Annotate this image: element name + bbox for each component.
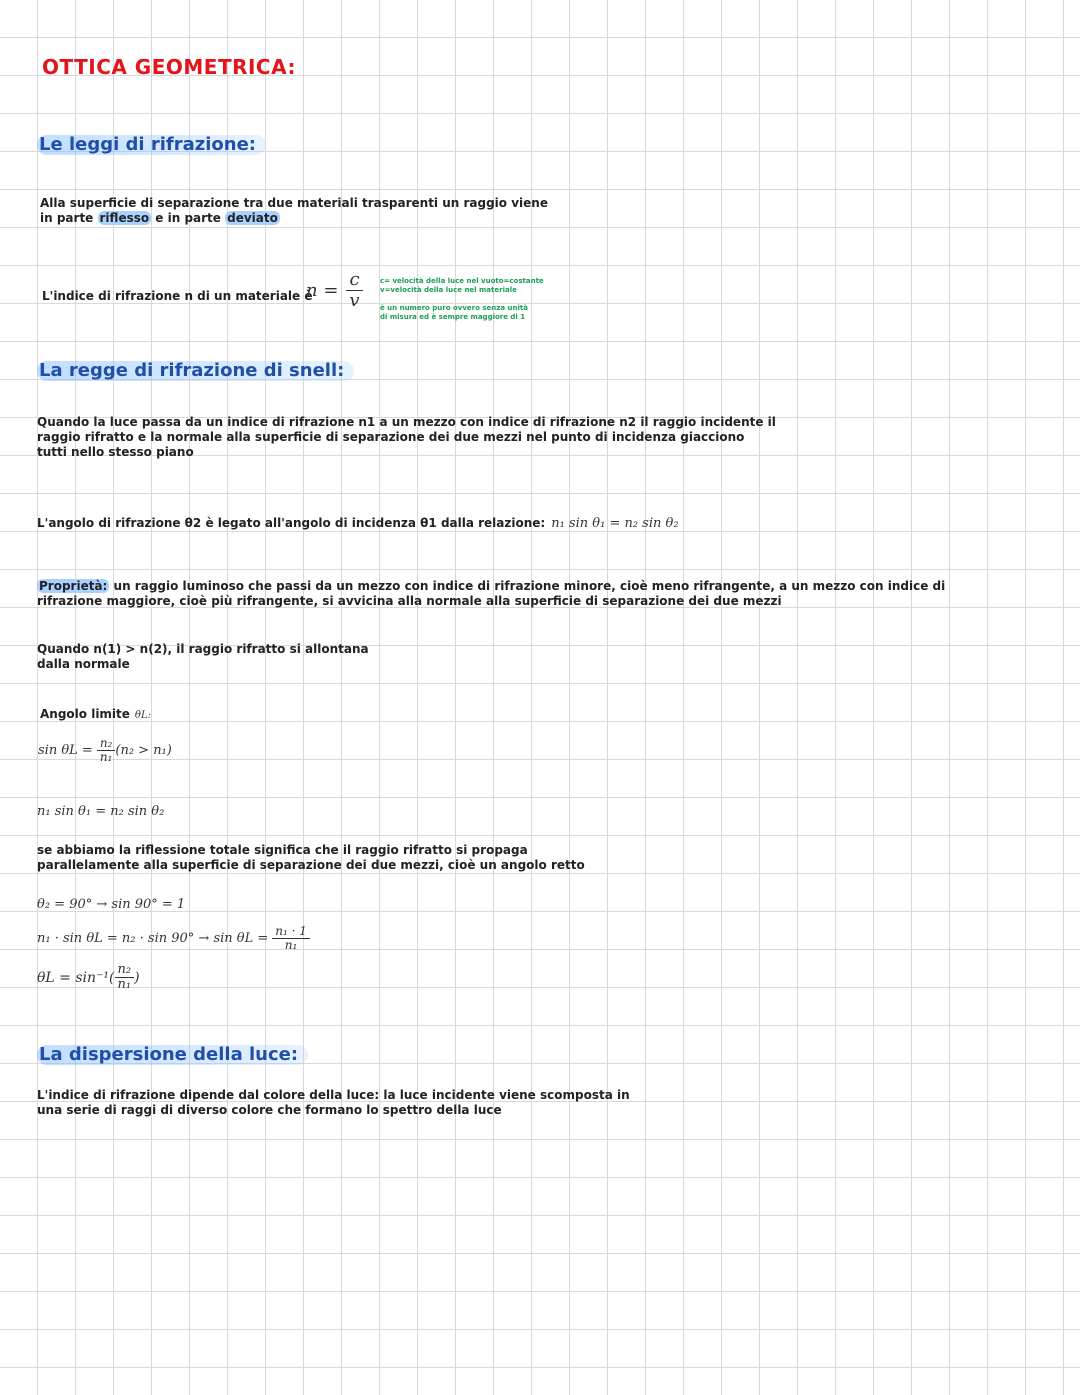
text-line: Quando n(1) > n(2), il raggio rifratto si allontana [37,642,369,656]
section-heading-snell: La regge di rifrazione di snell: [37,361,354,381]
text-line: tutti nello stesso piano [37,445,194,459]
text-line: parallelamente alla superficie di separazione dei due mezzi, cioè un angolo retto [37,858,585,872]
index-formula [306,270,363,311]
limit-angle-label [40,707,151,723]
formula-numerator: n₂ [99,736,113,750]
text-fragment: L'angolo di rifrazione θ2 è legato all'angolo di incidenza θ1 dalla relazione: [37,516,546,530]
note-line: è un numero puro ovvero senza unità [380,304,528,312]
formula-denominator: n₁ [99,750,113,765]
section-heading-dispersion: La dispersione della luce: [37,1045,308,1065]
formula-n: n = [306,279,339,301]
highlight-riflesso: riflesso [99,211,150,225]
snell-formula: n₁ sin θ₁ = n₂ sin θ₂ [551,516,679,531]
highlight-deviato: deviato [227,211,278,225]
formula-left: n₁ · sin θL = n₂ · sin 90° → sin θL = [37,931,269,947]
formula-left: θL = sin⁻¹( [37,969,115,986]
paragraph-n1-greater [37,642,369,672]
formula-left: sin θL = [38,743,93,759]
formula-numerator: n₂ [117,962,132,977]
paragraph-dispersion [37,1088,630,1118]
text-line: raggio rifratto e la normale alla superficie di separazione dei due mezzi nel punto di incidenza giacciono [37,430,745,444]
highlight-proprieta: Proprietà: [39,579,108,593]
text-line: L'indice di rifrazione dipende dal colore della luce: la luce incidente viene scomposta in [37,1088,630,1102]
formula-numerator: c [349,269,360,290]
formula-snell-repeat: n₁ sin θ₁ = n₂ sin θ₂ [37,804,165,819]
formula-denominator: n₁ [284,938,298,953]
note-line: v=velocità della luce nel materiale [380,286,517,294]
note-line: c= velocità della luce nel vuoto=costante [380,277,544,285]
text-line: dalla normale [37,657,130,671]
index-notes-bottom [380,304,528,322]
text-line: Quando la luce passa da un indice di rifrazione n1 a un mezzo con indice di rifrazione n2 il raggio incidente il [37,415,776,429]
formula-fraction [272,925,310,952]
text-line: una serie di raggi di diverso colore che formano lo spettro della luce [37,1103,502,1117]
formula-fraction [115,963,135,993]
formula-limit-sin [38,737,172,764]
text-line: se abbiamo la riflessione totale significa che il raggio rifratto si propaga [37,843,528,857]
index-notes-top [380,277,544,295]
formula-fraction [346,270,362,311]
paragraph-angle-relation [37,516,679,531]
formula-theta-limit [37,963,140,993]
paragraph-property [37,579,945,609]
text-line [40,211,548,226]
text-fragment: Angolo limite [40,707,130,721]
paragraph-total-reflection [37,843,585,873]
formula-fraction [97,737,116,764]
formula-denominator: v [349,289,360,311]
formula-theta2: θ₂ = 90° → sin 90° = 1 [37,897,186,912]
text-line: Alla superficie di separazione tra due materiali trasparenti un raggio viene [40,196,548,210]
formula-denominator: n₁ [117,977,132,993]
note-line: di misura ed è sempre maggiore di 1 [380,313,526,321]
paragraph-separation [40,196,548,226]
text-fragment: un raggio luminoso che passi da un mezzo con indice di rifrazione minore, cioè meno rifrangente, a un mezzo con indice di [113,579,946,593]
index-label: L'indice di rifrazione n di un materiale è [42,289,313,303]
formula-derivation [37,925,310,952]
paragraph-snell [37,415,776,460]
text-line: rifrazione maggiore, cioè più rifrangente, si avvicina alla normale alla superficie di separazione dei due mezzi [37,594,782,608]
limit-symbol: θL: [134,710,151,721]
formula-numerator: n₁ · 1 [275,924,307,938]
page-title: OTTICA GEOMETRICA: [42,55,296,79]
text-fragment: e in parte [155,211,221,225]
text-fragment: in parte [40,211,94,225]
formula-condition: (n₂ > n₁) [115,743,172,759]
section-heading-refraction-laws: Le leggi di rifrazione: [37,135,266,155]
formula-right: ) [134,969,140,986]
text-line [37,579,945,594]
